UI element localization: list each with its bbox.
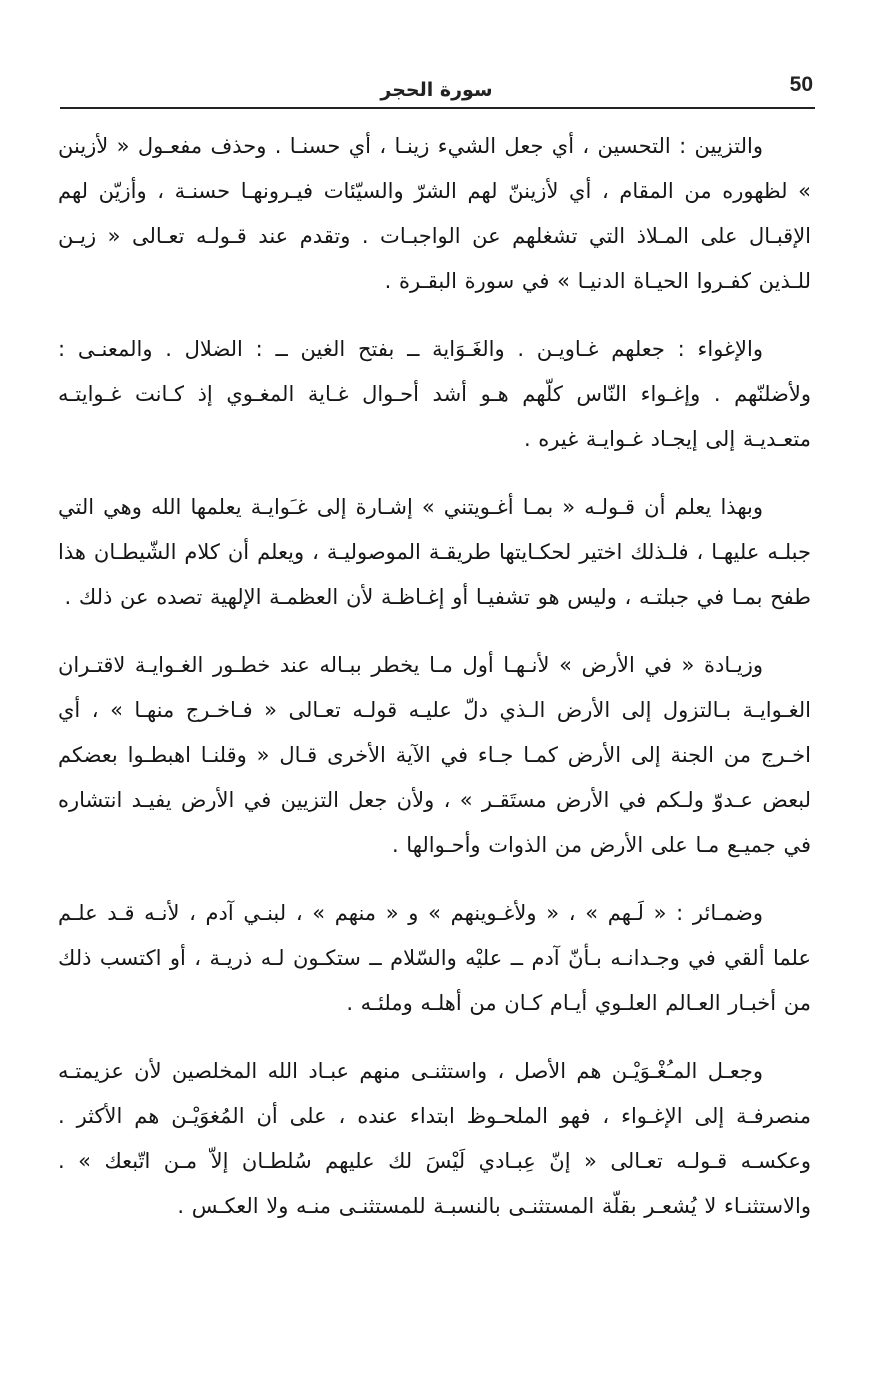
- paragraph-6: وجعـل المـُغْـوَيْـن هم الأصل ، واستثنـى منهم عبـاد الله المخلصين لأن عزيمتـه منصرفـة إلى الإغـواء ، فهو الملحـوظ ابتداء عنده ، على أن المُغوَيْـن هم الأكثر . وعكسـه قـولـه تعـالى « إنّ عِبـادي لَيْسَ لك عليهم سُلطـان إلاّ مـن اتّبعك » . والاستثنـاء لا يُشعـر بقلّة المستثنـى بالنسبـة للمستثنـى منـه ولا العكـس .: [58, 1059, 811, 1218]
- paragraph-2: والإغواء : جعلهم غـاويـن . والغَـوَاية ــ بفتح الغين ــ : الضلال . والمعنـى : ولأضلنّهم . وإغـواء النّاس كلّهم هـو أشد أحـوال غـاية المغـوي إذ كـانت غـوايتـه متعـديـة إلى إيجـاد غـوايـة غيره .: [58, 337, 811, 451]
- page-header: [60, 72, 813, 106]
- header-rule: [60, 107, 815, 109]
- paragraph-1: والتزيين : التحسين ، أي جعل الشيء زينـا ، أي حسنـا . وحذف مفعـول « لأزينن » لظهوره من المقام ، أي لأزيننّ لهم الشرّ والسيّئات فيـرونهـا حسنـة ، وأزيّن لهم الإقبـال على المـلاذ التي تشغلهم عن الواجبـات . وتقدم عند قـولـه تعـالى « زيـن للـذين كفـروا الحيـاة الدنيـا » في سورة البقـرة .: [58, 134, 811, 293]
- body-text: [58, 124, 811, 1252]
- running-title: سورة الحجر: [380, 79, 493, 101]
- paragraph-5: وضمـائر : « لَـهم » ، « ولأغـوينهم » و « منهم » ، لبنـي آدم ، لأنـه قـد علـم علما ألقي في وجـدانـه بـأنّ آدم ــ عليْه والسّلام ــ ستكـون لـه ذريـة ، أو اكتسب ذلك من أخبـار العـالم العلـوي أيـام كـان من أهلـه وملئـه .: [58, 901, 811, 1015]
- paragraph-4: وزيـادة « في الأرض » لأنـهـا أول مـا يخطر ببـاله عند خطـور الغـوايـة لاقتـران الغـوايـة بـالتزول إلى الأرض الـذي دلّ عليـه قولـه تعـالى « فـاخـرج منهـا » ، أي اخـرج من الجنة إلى الأرض كمـا جـاء في الآية الأخرى قـال « وقلنـا اهبطـوا بعضكم لبعض عـدوّ ولـكم في الأرض مستَقـر » ، ولأن جعل التزيين في الأرض يفيـد انتشاره في جميـع مـا على الأرض من الذوات وأحـوالها .: [58, 653, 811, 857]
- paragraph-3: وبهذا يعلم أن قـولـه « بمـا أغـويتني » إشـارة إلى غـَوايـة يعلمها الله وهي التي جبلـه عليهـا ، فلـذلك اختير لحكـايتها طريقـة الموصوليـة ، ويعلم أن كلام الشّيطـان هذا طفح بمـا في جبلتـه ، وليس هو تشفيـا أو إغـاظـة لأن العظمـة الإلهية تصده عن ذلك .: [58, 495, 811, 609]
- page-number: 50: [789, 73, 813, 96]
